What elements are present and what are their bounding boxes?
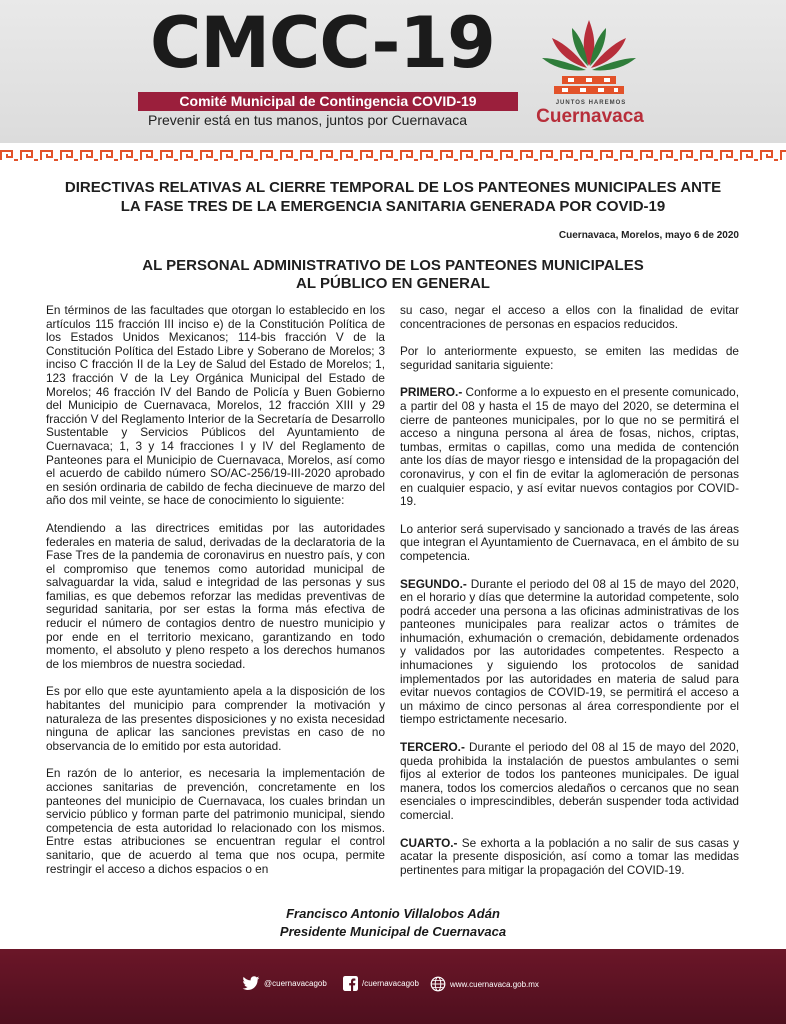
subtitle-line-1: AL PERSONAL ADMINISTRATIVO DE LOS PANTEONES MUNICIPALES: [142, 257, 644, 274]
primero-label: PRIMERO.-: [400, 385, 463, 400]
paragraph-tercero: [400, 741, 739, 823]
tercero-label: TERCERO.-: [400, 740, 465, 755]
paragraph: En razón de lo anterior, es necesaria la implementación de acciones sanitarias de prevención, concretamente en los panteones del municipio de Cuernavaca, los cuales brindan un servicio público y forman parte del patrimonio municipal, siendo competencia de esta autoridad lo relacionado con los mismos. Entre estas atribuciones se encuentran regular el control sanitario, que de acuerdo al tema que nos ocupa, permite restringir el acceso a dichos espacios o en: [46, 766, 385, 876]
website-url: www.cuernavaca.gob.mx: [450, 979, 539, 989]
signature-name: Francisco Antonio Villalobos Adán: [286, 906, 500, 921]
primero-text: Conforme a lo expuesto en el presente comunicado, a partir del 08 y hasta el 15 de mayo del 2020, se determina el cierre de panteones municipales, por lo que no se permitirá el acceso a ninguna persona al área de fosas, nichos, criptas, tumbas, ermitas o capillas, como una medida de contención ante los días de mayor riesgo e intensidad de la propagación del coronavirus, y con el fin de evitar la aglomeración de personas en cualquier espacio, y así evitar nuevos contagios por COVID-19.: [400, 385, 740, 509]
paragraph-cuarto: [400, 837, 739, 878]
globe-icon: [430, 976, 446, 992]
website-link[interactable]: [430, 976, 539, 992]
signature-title: Presidente Municipal de Cuernavaca: [279, 924, 507, 939]
cmcc-logo-text: CMCC-19: [150, 2, 495, 84]
paragraph: Es por ello que este ayuntamiento apela a la disposición de los habitantes del municipio para comprender la motivación y naturaleza de las presentes disposiciones y no exista necesidad ninguna de aplicar las sanciones previstas en caso de no observancia de lo emitido por esta autoridad.: [46, 684, 385, 753]
left-column: [46, 304, 385, 890]
signature-block: [120, 905, 666, 941]
facebook-link[interactable]: [343, 976, 419, 991]
twitter-icon: [242, 976, 260, 991]
motto: Prevenir está en tus manos, juntos por Cuernavaca: [148, 112, 468, 128]
segundo-label: SEGUNDO.-: [400, 576, 467, 591]
title-line-1: DIRECTIVAS RELATIVAS AL CIERRE TEMPORAL DE LOS PANTEONES MUNICIPALES ANTE: [64, 179, 722, 196]
cuarto-label: CUARTO.-: [400, 835, 458, 850]
document-title: [20, 178, 766, 216]
twitter-handle: @cuernavacagob: [264, 979, 327, 988]
title-line-2: LA FASE TRES DE LA EMERGENCIA SANITARIA GENERADA POR COVID-19: [120, 198, 666, 215]
header: [0, 0, 786, 143]
paragraph: Por lo anteriormente expuesto, se emiten las medidas de seguridad sanitaria siguiente:: [400, 344, 739, 372]
paragraph-primero: [400, 386, 739, 508]
twitter-link[interactable]: [242, 976, 327, 991]
facebook-handle: /cuernavacagob: [362, 979, 419, 988]
right-column: [400, 304, 739, 891]
brand-tagline: JUNTOS HAREMOS: [555, 100, 627, 106]
document-subtitle: [20, 257, 766, 293]
paragraph: En términos de las facultades que otorgan lo establecido en los artículos 115 fracción III inciso e) de la Constitución Política de los Estados Unidos Mexicanos; 114-bis fracción V de la Constitución Política del Estado Libre y Soberano de Morelos; 3 inciso C fracción II de la Ley de Salud del Estado de Morelos; 1, 123 fracción V de la Ley Orgánica Municipal del Estado de Morelos; 46 fracción IV del Bando de Policía y Buen Gobierno del Municipio de Cuernavaca, Morelos, 12 fracción XIII y 29 fracción V del Reglamento Interior de la Secretaría de Desarrollo Sustentable y Servicios Públicos del Ayuntamiento de Cuernavaca; 1, 3 y 14 fracciones I y IV del Reglamento de Panteones para el Municipio de Cuernavaca, Morelos, así como el acuerdo de cabildo número SO/AC-256/19-III-2020 aprobado en sesión ordinaria de cabildo de fecha diecinueve de marzo del año dos mil veinte, se hace de conocimiento lo siguiente:: [46, 303, 385, 508]
tercero-text: Durante el periodo del 08 al 15 de mayo del 2020, queda prohibida la instalación de puestos ambulantes o semi fijos al exterior de todos los panteones municipales. De igual manera, todos los comercios aledaños o cercanos que no sean esenciales o imprescindibles, deberán suspender toda actividad comercial.: [400, 740, 739, 822]
cuarto-text: Se exhorta a la población a no salir de sus casas y acatar la presente disposición, así como a tomar las medidas pertinentes para mitigar la propagación del COVID-19.: [400, 835, 739, 877]
brand-name: Cuernavaca: [536, 106, 644, 127]
paragraph: su caso, negar el acceso a ellos con la finalidad de evitar concentraciones de personas en espacios reducidos.: [400, 303, 739, 331]
committee-banner: Comité Municipal de Contingencia COVID-19: [138, 92, 518, 111]
paragraph: Lo anterior será supervisado y sancionado a través de las áreas que integran el Ayuntamiento de Cuernavaca, en el ámbito de su competencia.: [400, 521, 739, 563]
facebook-icon: [343, 976, 358, 991]
greca-border-decoration: [0, 148, 786, 162]
document-date: Cuernavaca, Morelos, mayo 6 de 2020: [558, 230, 739, 241]
paragraph: Atendiendo a las directrices emitidas por las autoridades federales en materia de salud, derivadas de la declaratoria de la Fase Tres de la pandemia de coronavirus en nuestro país, y con el compromiso que tenemos como autoridad municipal de salvaguardar la vida, salud e integridad de las personas y sus familias, es que debemos reforzar las medidas preventivas de seguridad sanitaria, por ser estas la forma más efectiva de reducir el número de contagios dentro de nuestro municipio y por ende en el territorio mexicano, garantizando en todo momento, el absoluto y pleno respeto a los derechos humanos de los miembros de nuestra sociedad.: [46, 520, 385, 671]
segundo-text: Durante el periodo del 08 al 15 de mayo del 2020, en el horario y días que determine la autoridad competente, solo podrá acceder una persona a las oficinas administrativas de los panteones municipales para realizar actos o trámites de inhumación, exhumación o cremación, debidamente ordenados y validados por las autoridades competentes. Respecto a inhumaciones y siguiendo los protocolos de sanidad implementados por las autoridades en materia de salud para evitar nuevos contagios de COVID-19, se permitirá el acceso a un máximo de cinco personas al área correspondiente por el tiempo estrictamente necesario.: [400, 576, 739, 727]
subtitle-line-2: AL PÚBLICO EN GENERAL: [296, 275, 490, 292]
paragraph-segundo: [400, 578, 739, 728]
